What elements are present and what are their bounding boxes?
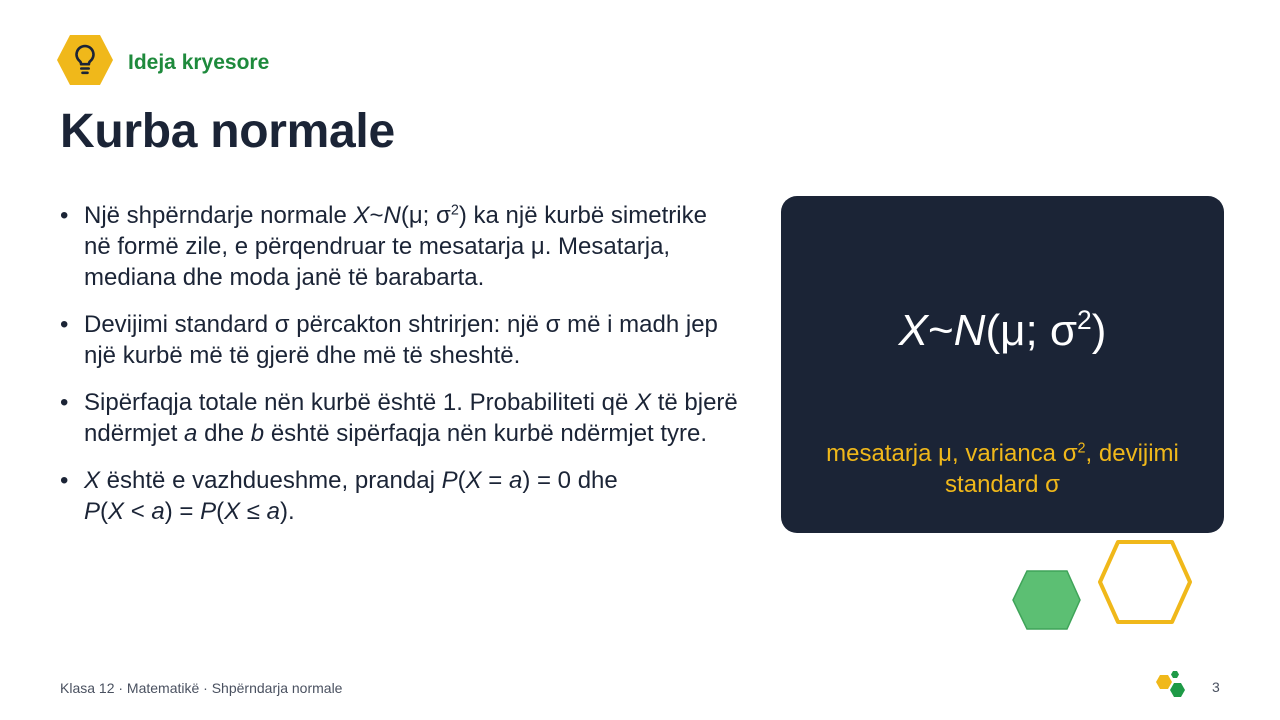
bullet-item: • Devijimi standard σ përcakton shtrirjen: një σ më i madh jep një kurbë më të gjerë dhe më të sheshtë. — [60, 311, 718, 369]
formula-card — [781, 196, 1224, 533]
slide-title: Kurba normale — [60, 105, 395, 158]
formula-caption: mesatarja μ, varianca $\sigma^2$, devijimi standard σ — [826, 440, 1179, 498]
lightbulb-icon — [56, 34, 114, 86]
bullet-item: • Sipërfaqja totale nën kurbë është 1. Probabiliteti që X të bjerë ndërmjet a dhe b është sipërfaqja nën kurbë ndërmjet tyre. — [60, 389, 738, 447]
bullet-item: • X është e vazhdueshme, prandaj P(X = a) = 0 dhe P(X < a) = P(X ≤ a). — [60, 467, 618, 525]
bullet-item: • Një shpërndarje normale X~N(μ; $\sigma^2$) ka një kurbë simetrike në formë zile, e përqendruar te mesatarja μ. Mesatarja, mediana dhe moda janë të barabarta. — [60, 202, 707, 291]
footer-text: Klasa 12 · Matematikë · Shpërndarja normale — [60, 680, 343, 696]
hexagon-decoration — [1005, 536, 1205, 636]
bullet-list — [60, 200, 740, 543]
formula: X~N(μ; $\sigma^2$) — [898, 305, 1107, 355]
page-number: 3 — [1212, 679, 1220, 695]
section-tag: Ideja kryesore — [128, 51, 270, 74]
logo-icon — [1152, 668, 1190, 700]
